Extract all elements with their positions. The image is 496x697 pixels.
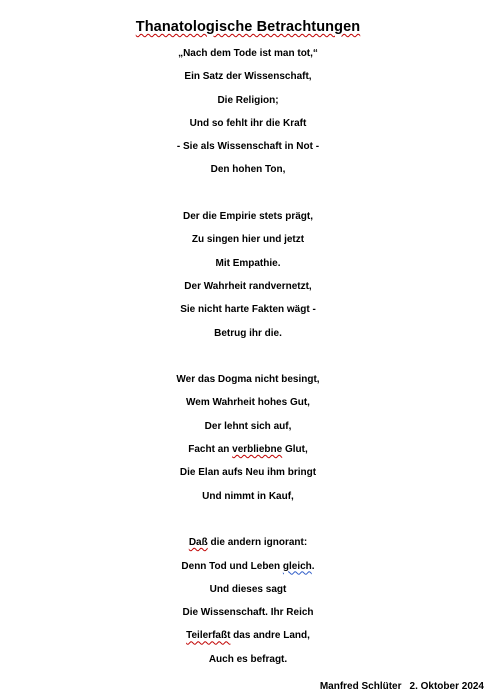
poem-line: - Sie als Wissenschaft in Not - xyxy=(176,141,320,153)
stanza-break xyxy=(0,349,496,372)
spellcheck-flagged-word: verbliebne xyxy=(232,444,283,456)
poem-line xyxy=(0,442,496,465)
stanza-4 xyxy=(0,535,496,675)
document-footer xyxy=(320,681,484,692)
poem-line: Der Wahrheit randvernetzt, xyxy=(184,280,312,292)
line-part: Denn Tod und Leben xyxy=(181,560,283,572)
line-part: die andern ignorant: xyxy=(207,537,308,549)
poem-line: „Nach dem Tode ist man tot,“ xyxy=(178,48,318,59)
poem-line: Wem Wahrheit hohes Gut, xyxy=(186,397,310,409)
poem-line: Ein Satz der Wissenschaft, xyxy=(184,71,312,83)
poem-line: Mit Empathie. xyxy=(215,257,281,269)
spellcheck-flagged-word: Daß xyxy=(188,537,208,549)
line-part: das andre Land, xyxy=(230,630,310,642)
poem-line: Der lehnt sich auf, xyxy=(204,420,292,432)
stanza-1 xyxy=(0,46,496,186)
title-text: Thanatologische Betrachtungen xyxy=(135,19,361,35)
stanza-2 xyxy=(0,209,496,349)
line-part: Glut, xyxy=(282,444,308,456)
poem-line: Und dieses sagt xyxy=(209,583,287,595)
document-date: 2. Oktober 2024 xyxy=(409,681,484,692)
stanza-break xyxy=(0,512,496,535)
author-name: Manfred Schlüter xyxy=(319,681,402,692)
poem-line: Auch es befragt. xyxy=(208,653,288,665)
poem-line: Betrug ihr die. xyxy=(214,327,282,339)
poem-line xyxy=(0,535,496,558)
poem-line: Die Religion; xyxy=(217,94,279,106)
stanza-break xyxy=(0,186,496,209)
poem-line: Zu singen hier und jetzt xyxy=(191,234,305,246)
poem-body xyxy=(0,46,496,675)
poem-line: Die Wissenschaft. Ihr Reich xyxy=(182,607,314,619)
line-part: Facht an xyxy=(188,444,233,456)
poem-line: Den hohen Ton, xyxy=(210,164,286,176)
document-title xyxy=(0,19,496,35)
poem-line xyxy=(0,628,496,651)
poem-line: Wer das Dogma nicht besingt, xyxy=(176,374,320,386)
stanza-3 xyxy=(0,372,496,512)
line-part: . xyxy=(311,560,315,572)
spellcheck-flagged-word: Teilerfaßt xyxy=(186,630,231,642)
poem-line xyxy=(0,559,496,582)
poem-line: Die Elan aufs Neu ihm bringt xyxy=(179,467,317,479)
poem-line: Sie nicht harte Fakten wägt - xyxy=(180,304,316,316)
poem-line: Und so fehlt ihr die Kraft xyxy=(189,117,307,129)
poem-line: Und nimmt in Kauf, xyxy=(202,490,294,502)
grammar-flagged-word: gleich xyxy=(282,560,312,572)
poem-line: Der die Empirie stets prägt, xyxy=(182,211,314,223)
